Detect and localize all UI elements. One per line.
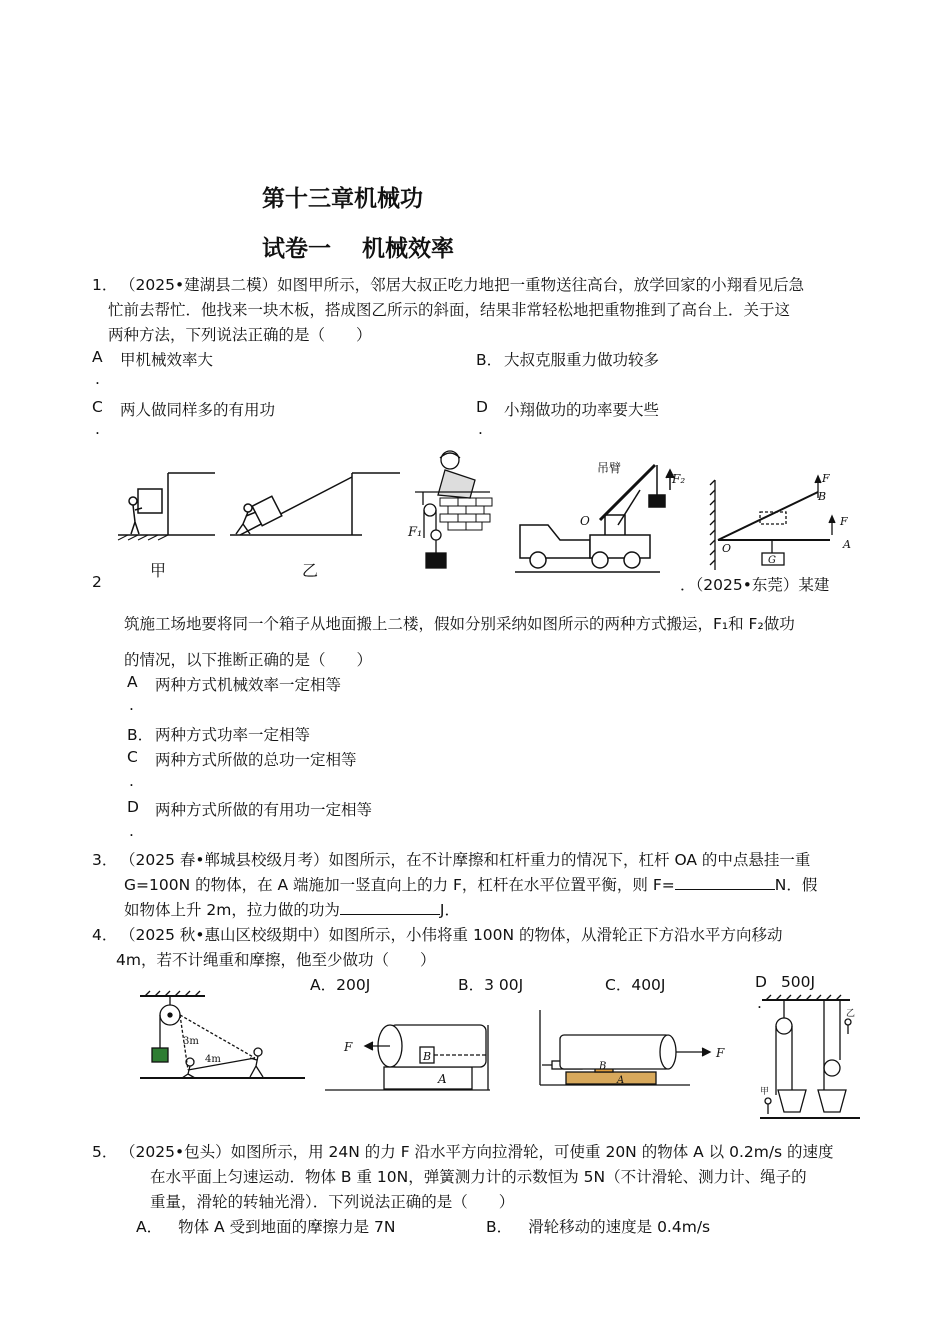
option-dot: . [129, 696, 134, 714]
label-jia-2: 甲 [760, 1087, 770, 1097]
label-lever-f-right: F [840, 515, 848, 528]
paper-title: 试卷一 机械效率 [262, 236, 455, 262]
option-dot: . [129, 772, 134, 790]
label-q5-f-left: F [344, 1040, 353, 1054]
option-letter: B． [476, 351, 503, 369]
question-source: ．（2025•东莞）某建 [680, 576, 830, 594]
option-letter: B． [127, 726, 154, 744]
option-letter: D [755, 973, 767, 991]
option-b [486, 1215, 710, 1237]
option-b: 大叔克服重力做功较多 [504, 351, 660, 369]
option-letter: A [92, 348, 103, 366]
question-text-line: 两种方法，下列说法正确的是（ ） [108, 326, 372, 344]
label-f1: F₁ [408, 525, 423, 540]
question-number: 2 [92, 573, 102, 591]
option-d: 两种方式所做的有用功一定相等 [155, 801, 373, 819]
label-lever-a: A [843, 538, 851, 551]
option-b: 两种方式功率一定相等 [155, 726, 311, 744]
option-text: 3 00J [484, 976, 524, 994]
question-text-line: 重量，滑轮的转轴光滑）．下列说法正确的是（ ） [150, 1193, 515, 1211]
label-3m: 3m [183, 1036, 199, 1047]
option-c: 两种方式所做的总功一定相等 [155, 751, 357, 769]
label-q5-a-left: A [438, 1072, 447, 1086]
option-letter: A． [136, 1218, 163, 1236]
option-letter: D [127, 798, 139, 816]
option-letter: A． [310, 976, 337, 994]
label-f2: F₂ [672, 472, 686, 486]
option-letter: D [476, 398, 488, 416]
label-q5-b-right: B [599, 1061, 607, 1072]
option-letter: C [127, 748, 138, 766]
label-4m: 4m [205, 1054, 221, 1065]
label-q5-f-right: F [716, 1046, 725, 1060]
question-text: 如物体上升 2m，拉力做的功为 [124, 901, 340, 919]
option-text: 400J [631, 976, 666, 994]
label-q5-b-left: B [423, 1050, 432, 1063]
figure-q5-left [325, 1025, 490, 1090]
option-dot: . [95, 370, 100, 388]
label-yi-2: 乙 [846, 1009, 856, 1019]
option-letter: A [127, 673, 138, 691]
option-dot: . [757, 994, 762, 1012]
question-text-line: 的情况，以下推断正确的是（ ） [124, 651, 373, 669]
question-number: 1． [92, 276, 118, 294]
label-jia: 甲 [150, 561, 167, 580]
question-text-line: （2025•建湖县二模）如图甲所示，邻居大叔正吃力地把一重物送往高台，放学回家的小翔看见后急 [120, 276, 805, 294]
label-lever-o: O [722, 542, 732, 555]
option-dot: . [129, 822, 134, 840]
question-text-line: （2025•包头）如图所示，用 24N 的力 F 沿水平方向拉滑轮，可使重 20N 的物体 A 以 0.2m/s 的速度 [120, 1143, 834, 1161]
option-letter: C． [605, 976, 632, 994]
figure-q4-pulley [140, 991, 305, 1078]
question-text: N．假 [774, 876, 818, 894]
question-text-line: 筑施工场地要将同一个箱子从地面搬上二楼，假如分别采纳如图所示的两种方式搬运，F₁和 F₂做功 [124, 615, 795, 633]
figure-q4-two-pulleys [760, 995, 860, 1118]
label-lever-g: G [768, 555, 776, 566]
option-a: 甲机械效率大 [120, 351, 214, 369]
label-q5-a-right: A [617, 1075, 625, 1086]
option-a: 两种方式机械效率一定相等 [155, 676, 342, 694]
option-text: 物体 A 受到地面的摩擦力是 7N [178, 1218, 396, 1236]
question-text-line: 在水平面上匀速运动．物体 B 重 10N，弹簧测力计的示数恒为 5N（不计滑轮、测力计、绳子的 [150, 1168, 807, 1186]
option-letter: B． [458, 976, 485, 994]
option-d: 小翔做功的功率要大些 [504, 401, 660, 419]
option-dot: . [478, 420, 483, 438]
question-number: 5． [92, 1143, 118, 1161]
option-text: 200J [336, 976, 371, 994]
question-text-line: （2025 春•郸城县校级月考）如图所示，在不计摩擦和杠杆重力的情况下，杠杆 OA 的中点悬挂一重 [120, 851, 811, 869]
label-o: O [580, 514, 590, 528]
option-text: 500J [780, 973, 816, 991]
question-number: 4． [92, 926, 118, 944]
option-a [136, 1215, 395, 1237]
question-number: 3． [92, 851, 118, 869]
option-letter: C [92, 398, 103, 416]
option-c: 两人做同样多的有用功 [120, 401, 276, 419]
option-dot: . [95, 420, 100, 438]
option-text: 滑轮移动的速度是 0.4m/s [528, 1218, 711, 1236]
figure-q5-right [540, 1010, 710, 1085]
label-lever-b: B [818, 490, 827, 503]
label-yi: 乙 [302, 561, 319, 580]
question-text: J． [439, 901, 460, 919]
question-text-line: （2025 秋•惠山区校级期中）如图所示，小伟将重 100N 的物体，从滑轮正下方沿水平方向移动 [120, 926, 783, 944]
chapter-title: 第十三章机械功 [262, 186, 423, 212]
question-text-line: 忙前去帮忙．他找来一块木板，搭成图乙所示的斜面，结果非常轻松地把重物推到了高台上．关于这 [108, 301, 791, 319]
label-crane: 吊臂 [597, 461, 622, 475]
label-lever-f-top: F [822, 472, 830, 485]
option-letter: B． [486, 1218, 513, 1236]
question-text: G=100N 的物体，在 A 端施加一竖直向上的力 F，杠杆在水平位置平衡，则 F= [124, 876, 675, 894]
question-text-line: 4m，若不计绳重和摩擦，他至少做功（ ） [116, 951, 436, 969]
